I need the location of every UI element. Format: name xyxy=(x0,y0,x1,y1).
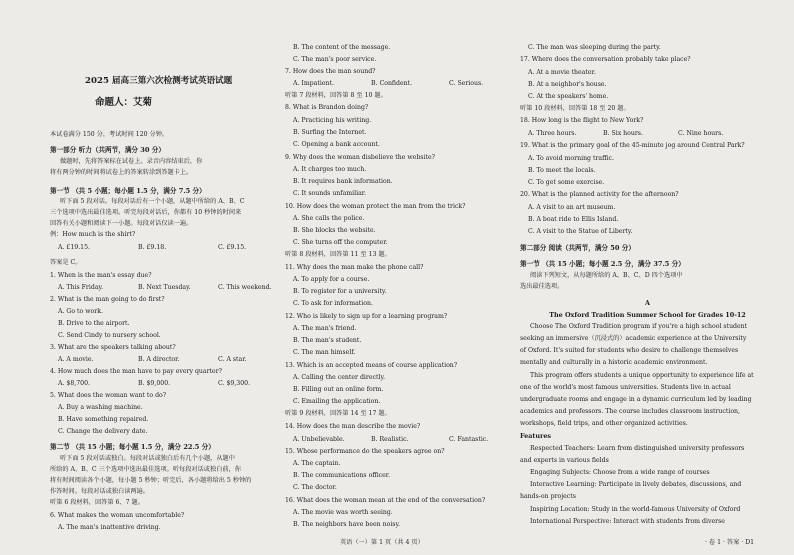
text-line: 13. Which is an accepted means of course application? xyxy=(285,362,458,369)
text-line: A. A visit to an art museum. xyxy=(528,204,616,211)
text-line: 15. Whose performance do the speakers agree on? xyxy=(285,448,445,455)
answer-option: B. Confident. xyxy=(371,80,413,87)
answer-option: B. A director. xyxy=(138,356,180,363)
text-line: B. The man's student. xyxy=(293,337,362,344)
text-line: A. Buy a washing machine. xyxy=(58,404,143,411)
text-line: 三个选项中选出最佳选项。听完每段对话后，你都有 10 秒钟的时间来 xyxy=(50,209,242,216)
text-line: 14. How does the man describe the movie? xyxy=(285,423,421,430)
text-line: International Perspective: Interact with students from diverse xyxy=(530,518,725,525)
text-line: A. The man's inattentive driving. xyxy=(58,524,161,531)
text-line: 11. Why does the man make the phone call? xyxy=(285,264,424,271)
answer-option: A. Unbelievable. xyxy=(293,436,345,443)
text-line: one of the world's most famous universities. Students live in actual xyxy=(520,384,731,391)
text-line: B. Have something repaired. xyxy=(58,416,149,423)
answer-option: B. Six hours. xyxy=(603,130,643,137)
text-line: and experts in various fields xyxy=(520,457,609,464)
page-number-footer: 英语（一）第 1 页（共 4 页） xyxy=(340,539,424,546)
text-line: 作答时间。每段对话或独白读两遍。 xyxy=(50,488,149,495)
text-line: of Oxford. It's suited for students who desire to challenge themselves xyxy=(520,347,739,354)
text-line: B. The communications officer. xyxy=(293,472,391,479)
text-line: 4. How much does the man have to pay every quarter? xyxy=(50,368,222,375)
text-line: A. Go to work. xyxy=(58,308,103,315)
text-line: 命题人：艾菊 xyxy=(95,97,153,108)
text-line: 18. How long is the flight to New York? xyxy=(520,117,644,124)
answer-option: A. Impatient. xyxy=(293,80,334,87)
text-line: 1. When is the man's essay due? xyxy=(50,272,152,279)
answer-options-row xyxy=(58,244,275,252)
text-line: C. She turns off the computer. xyxy=(293,239,388,246)
text-line: 第一部分 听力（共两节，满分 30 分） xyxy=(50,146,165,154)
text-line: 听第 7 段材料，回答第 8 至 10 题。 xyxy=(285,92,387,99)
text-line: Respected Teachers: Learn from distinguished university professors xyxy=(530,445,745,452)
text-line: workshops, field trips, and other organized activities. xyxy=(520,420,688,427)
column-left xyxy=(50,0,275,555)
answer-options-row xyxy=(58,356,275,364)
text-line: Inspiring Location: Study in the world-famous University of Oxford xyxy=(530,506,741,513)
answer-option: B. $9,000. xyxy=(138,380,171,387)
text-line: B. It requires bank information. xyxy=(293,178,393,185)
answer-options-row xyxy=(58,284,275,292)
answer-option: C. £9.15. xyxy=(218,244,247,251)
text-line: 将有时间阅读各个小题，每小题 5 秒钟；听完后，各小题将给出 5 秒钟的 xyxy=(50,477,252,484)
text-line: 2025 届高三第六次检测考试英语试题 xyxy=(85,76,233,86)
text-line: 12. Who is likely to sign up for a learning program? xyxy=(285,313,448,320)
answer-options-row xyxy=(58,380,275,388)
text-line: B. At a neighbor's house. xyxy=(528,81,607,88)
text-line: A. At a movie theater. xyxy=(528,69,596,76)
answer-option: C. A star. xyxy=(218,356,247,363)
answer-options-row xyxy=(293,80,500,88)
text-line: Engaging Subjects: Choose from a wide range of courses xyxy=(530,469,710,476)
answer-option: C. $9,300. xyxy=(218,380,251,387)
text-line: A. It charges too much. xyxy=(293,166,367,173)
text-line: 6. What makes the woman uncomfortable? xyxy=(50,512,185,519)
answer-option: B. Realistic. xyxy=(371,436,409,443)
text-line: C. To ask for information. xyxy=(293,300,373,307)
text-line: A. The movie was worth seeing. xyxy=(293,509,393,516)
text-line: C. It sounds unfamiliar. xyxy=(293,190,367,197)
text-line: 所给的 A、B、C 三个选项中选出最佳选项。听每段对话或独白前，你 xyxy=(50,466,241,473)
answer-option: A. Three hours. xyxy=(528,130,577,137)
text-line: 2. What is the man going to do first? xyxy=(50,296,165,303)
text-line: A. She calls the police. xyxy=(293,215,365,222)
text-line: C. Send Cindy to nursery school. xyxy=(58,332,161,339)
answer-options-row xyxy=(528,130,753,138)
answer-option: C. Serious. xyxy=(449,80,484,87)
text-line: This program offers students a unique opportunity to experience life at xyxy=(530,372,754,379)
text-line: B. To meet the locals. xyxy=(528,167,596,174)
text-line: B. She blocks the website. xyxy=(293,227,376,234)
text-line: 听下面 5 段对话或独白。每段对话或独白后有几个小题，从题中 xyxy=(60,455,235,462)
text-line: 8. What is Brandon doing? xyxy=(285,104,369,111)
text-line: 3. What are the speakers talking about? xyxy=(50,344,176,351)
text-line: mentally and culturally in a historic academic environment. xyxy=(520,359,708,366)
text-line: 阅读下列短文，从每题所给的 A、B、C、D 四个选项中 xyxy=(530,272,683,279)
column-right xyxy=(520,0,775,555)
text-line: 9. Why does the woman disbelieve the website? xyxy=(285,154,435,161)
text-line: C. The doctor. xyxy=(293,484,337,491)
text-line: 听下面 5 段对话。每段对话后有一个小题，从题中所给的 A、B、C xyxy=(60,198,245,205)
text-line: C. The man was sleeping during the party. xyxy=(528,44,661,51)
answer-option: C. This weekend. xyxy=(218,284,272,291)
text-line: A. To apply for a course. xyxy=(293,276,370,283)
text-line: 听第 8 段材料，回答第 11 至 13 题。 xyxy=(285,251,391,258)
text-line: undergraduate rooms and engage in a dynamic curriculum led by leading xyxy=(520,396,752,403)
text-line: B. A boat ride to Ellis Island. xyxy=(528,216,619,223)
text-line: 听第 10 段材料，回答第 18 至 20 题。 xyxy=(520,105,630,112)
text-line: B. To register for a university. xyxy=(293,288,387,295)
text-line: C. At the speakers' home. xyxy=(528,93,609,100)
text-line: 听第 9 段材料，回答第 14 至 17 题。 xyxy=(285,410,391,417)
text-line: 7. How does the man sound? xyxy=(285,68,376,75)
answer-option: A. $8,700. xyxy=(58,380,91,387)
text-line: 19. What is the primary goal of the 45-minute jog around Central Park? xyxy=(520,142,745,149)
text-line: 10. How does the woman protect the man from the trick? xyxy=(285,203,466,210)
text-line: C. Emailing the application. xyxy=(293,398,381,405)
text-line: A xyxy=(645,299,650,307)
text-line: B. Surfing the Internet. xyxy=(293,129,367,136)
text-line: 本试卷满分 150 分，考试时间 120 分钟。 xyxy=(50,131,169,138)
text-line: 将有两分钟的时间将试卷上的答案转涂到答题卡上。 xyxy=(50,169,193,176)
text-line: 第二节 （共 15 小题；每小题 1.5 分，满分 22.5 分） xyxy=(50,443,215,451)
text-line: B. The content of the message. xyxy=(293,44,391,51)
text-line: 听第 6 段材料，回答第 6、7 题。 xyxy=(50,499,144,506)
text-line: 做题时，先将答案标在试卷上。录音内容结束后，你 xyxy=(60,158,203,165)
text-line: C. Change the delivery date. xyxy=(58,428,148,435)
answer-option: A. A movie. xyxy=(58,356,94,363)
text-line: 选出最佳选项。 xyxy=(520,283,564,290)
text-line: 16. What does the woman mean at the end of the conversation? xyxy=(285,497,486,504)
answer-option: B. £9.18. xyxy=(138,244,167,251)
text-line: A. To avoid morning traffic. xyxy=(528,155,614,162)
text-line: C. Opening a bank account. xyxy=(293,141,380,148)
text-line: Choose The Oxford Tradition program if you're a high school student xyxy=(530,323,748,330)
text-line: 20. What is the planned activity for the afternoon? xyxy=(520,191,679,198)
text-line: B. Filling out an online form. xyxy=(293,386,384,393)
text-line: hands-on projects xyxy=(520,493,576,500)
text-line: C. The man's poor service. xyxy=(293,56,377,63)
text-line: 第二部分 阅读（共两节，满分 50 分） xyxy=(520,244,635,252)
answer-option: C. Fantastic. xyxy=(449,436,489,443)
text-line: B. The neighbors have been noisy. xyxy=(293,521,401,528)
answer-option: C. Nine hours. xyxy=(678,130,724,137)
text-line: 答案是 C。 xyxy=(50,259,82,266)
text-line: A. Practicing his writing. xyxy=(293,117,372,124)
text-line: 例：How much is the shirt? xyxy=(50,231,136,238)
answer-option: A. £19.15. xyxy=(58,244,91,251)
text-line: C. A visit to the Statue of Liberty. xyxy=(528,228,633,235)
text-line: C. The man himself. xyxy=(293,349,356,356)
text-line: B. Drive to the airport. xyxy=(58,320,130,327)
text-line: 17. Where does the conversation probably take place? xyxy=(520,56,691,63)
text-line: 第一节 （共 5 小题；每小题 1.5 分，满分 7.5 分） xyxy=(50,187,206,195)
answer-options-row xyxy=(293,436,500,444)
answer-option: B. Next Tuesday. xyxy=(138,284,191,291)
text-line: Features xyxy=(520,432,552,440)
text-line: academics and professors. The course includes classroom instruction, xyxy=(520,408,740,415)
text-line: 回答有关小题和阅读下一小题。每段对话仅读一遍。 xyxy=(50,220,193,227)
column-middle xyxy=(285,0,500,555)
text-line: A. Calling the center directly. xyxy=(293,374,386,381)
text-line: 5. What does the woman want to do? xyxy=(50,392,167,399)
text-line: A. The man's friend. xyxy=(293,325,357,332)
text-line: Interactive Learning: Participate in lively debates, discussions, and xyxy=(530,481,742,488)
text-line: A. The captain. xyxy=(293,460,341,467)
text-line: C. To get some exercise. xyxy=(528,179,605,186)
answer-code-footer: · 卷 1 · 答案 · D1 xyxy=(705,539,755,546)
text-line: 第一节 （共 15 小题；每小题 2.5 分，满分 37.5 分） xyxy=(520,260,685,268)
answer-option: A. This Friday. xyxy=(58,284,104,291)
text-line: seeking an immersive（沉浸式的）academic experience at the University xyxy=(520,335,747,342)
text-line: The Oxford Tradition Summer School for Grades 10-12 xyxy=(549,311,746,319)
